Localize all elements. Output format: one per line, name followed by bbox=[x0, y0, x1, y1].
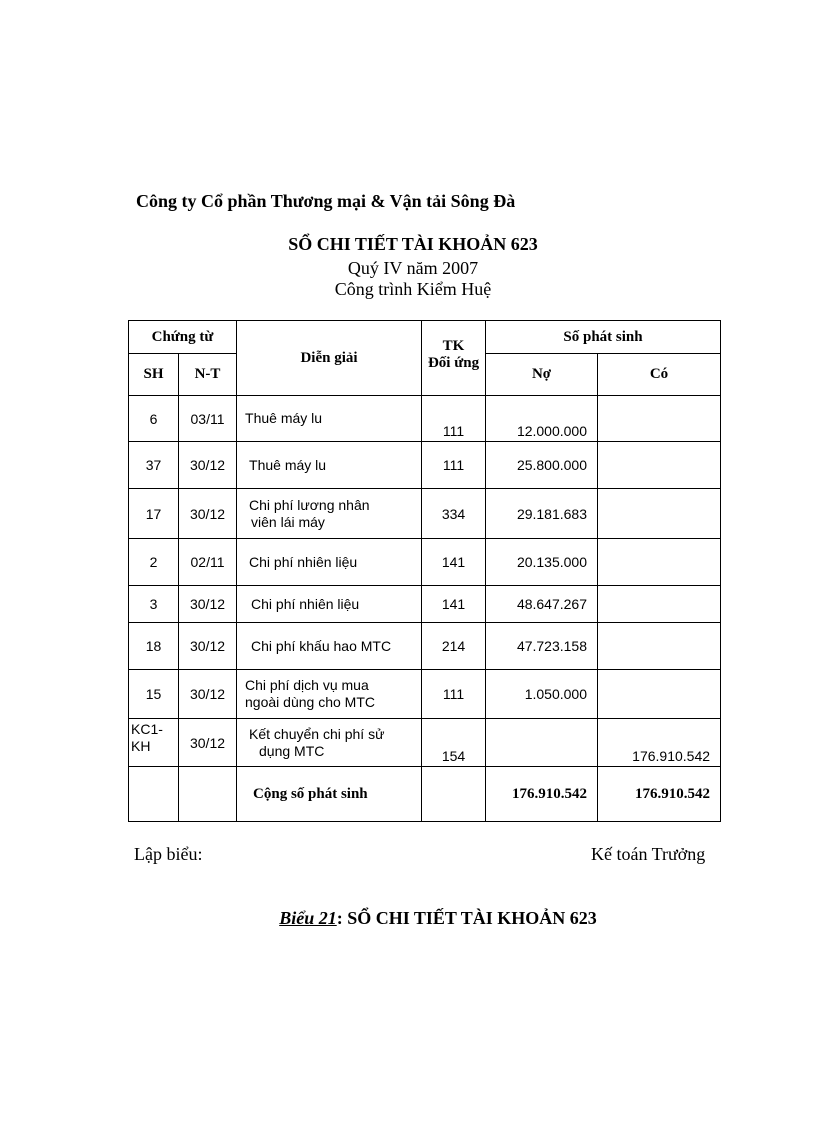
cell-tk: 141 bbox=[422, 586, 486, 623]
cell-sh: 37 bbox=[129, 442, 179, 489]
cell-no: 47.723.158 bbox=[486, 623, 598, 670]
header-tk-line1: TK bbox=[442, 338, 465, 354]
cell-no: 25.800.000 bbox=[486, 442, 598, 489]
cell-desc bbox=[237, 442, 422, 489]
total-row bbox=[129, 767, 721, 822]
cell-desc-line1: Thuê máy lu bbox=[245, 410, 323, 426]
header-co: Có bbox=[598, 354, 721, 396]
cell-nt: 03/11 bbox=[179, 396, 237, 442]
figure-caption bbox=[0, 908, 816, 929]
header-chung-tu: Chứng từ bbox=[129, 321, 237, 354]
cell-no: 29.181.683 bbox=[486, 489, 598, 539]
cell-nt: 30/12 bbox=[179, 489, 237, 539]
table-row bbox=[129, 586, 721, 623]
cell-tk: 111 bbox=[422, 442, 486, 489]
cell-desc-line1: Chi phí khấu hao MTC bbox=[251, 637, 392, 654]
cell-desc bbox=[237, 539, 422, 586]
cell-nt: 30/12 bbox=[179, 586, 237, 623]
cell-co bbox=[598, 396, 721, 442]
total-nt-empty bbox=[179, 767, 237, 822]
header-so-phat-sinh: Số phát sinh bbox=[486, 321, 721, 354]
cell-sh: 6 bbox=[129, 396, 179, 442]
header-dien-giai: Diễn giải bbox=[237, 321, 422, 396]
ledger-project: Công trình Kiểm Huệ bbox=[334, 279, 492, 299]
cell-co bbox=[598, 670, 721, 719]
total-no: 176.910.542 bbox=[486, 767, 598, 822]
cell-sh: 18 bbox=[129, 623, 179, 670]
ledger-period: Quý IV năm 2007 bbox=[347, 258, 479, 278]
cell-desc bbox=[237, 586, 422, 623]
cell-nt: 02/11 bbox=[179, 539, 237, 586]
cell-tk: 111 bbox=[422, 396, 486, 442]
header-sh: SH bbox=[129, 354, 179, 396]
table-row bbox=[129, 623, 721, 670]
cell-desc-line2: ngoài dùng cho MTC bbox=[245, 694, 375, 710]
cell-tk: 141 bbox=[422, 539, 486, 586]
cell-no: 48.647.267 bbox=[486, 586, 598, 623]
table-row bbox=[129, 396, 721, 442]
header-no: Nợ bbox=[486, 354, 598, 396]
cell-sh: KC1-KH bbox=[129, 719, 179, 767]
ledger-table bbox=[128, 320, 721, 822]
cell-tk: 111 bbox=[422, 670, 486, 719]
table-row bbox=[129, 670, 721, 719]
cell-desc-line2: viên lái máy bbox=[251, 513, 325, 530]
cell-co bbox=[598, 586, 721, 623]
cell-nt: 30/12 bbox=[179, 670, 237, 719]
cell-desc-line1: Chi phí nhiên liệu bbox=[251, 595, 360, 612]
table-row bbox=[129, 489, 721, 539]
cell-desc bbox=[237, 489, 422, 539]
cell-co bbox=[598, 442, 721, 489]
ledger-title: SỔ CHI TIẾT TÀI KHOẢN 623 bbox=[288, 234, 538, 254]
header-row-1 bbox=[129, 321, 721, 354]
header-nt: N-T bbox=[179, 354, 237, 396]
table-row bbox=[129, 442, 721, 489]
cell-desc-line1: Thuê máy lu bbox=[249, 456, 327, 473]
cell-sh: 15 bbox=[129, 670, 179, 719]
cell-co bbox=[598, 489, 721, 539]
cell-desc bbox=[237, 719, 422, 767]
cell-desc bbox=[237, 670, 422, 719]
cell-desc-line2: dụng MTC bbox=[259, 742, 325, 759]
caption-label: Biểu 21 bbox=[279, 908, 337, 928]
cell-desc-line1: Chi phí nhiên liệu bbox=[249, 553, 358, 570]
cell-nt: 30/12 bbox=[179, 442, 237, 489]
cell-nt: 30/12 bbox=[179, 623, 237, 670]
table-row bbox=[129, 539, 721, 586]
total-tk-empty bbox=[422, 767, 486, 822]
cell-nt: 30/12 bbox=[179, 719, 237, 767]
cell-tk: 154 bbox=[422, 719, 486, 767]
cell-tk: 334 bbox=[422, 489, 486, 539]
cell-co bbox=[598, 539, 721, 586]
prepared-by-label: Lập biểu: bbox=[134, 844, 203, 864]
chief-accountant-label: Kế toán Trưởng bbox=[591, 844, 706, 864]
cell-no: 20.135.000 bbox=[486, 539, 598, 586]
total-co: 176.910.542 bbox=[598, 767, 721, 822]
caption-text: : SỔ CHI TIẾT TÀI KHOẢN 623 bbox=[336, 908, 597, 928]
cell-desc bbox=[237, 623, 422, 670]
cell-desc-line1: Chi phí lương nhân bbox=[249, 496, 370, 513]
header-tk-doi-ung bbox=[422, 321, 486, 396]
cell-co bbox=[598, 623, 721, 670]
total-label: Cộng số phát sinh bbox=[237, 767, 422, 822]
cell-desc-line1: Chi phí dịch vụ mua bbox=[245, 677, 369, 693]
header-tk-line2: Đối ứng bbox=[427, 355, 480, 371]
cell-sh: 3 bbox=[129, 586, 179, 623]
cell-no bbox=[486, 719, 598, 767]
cell-desc bbox=[237, 396, 422, 442]
company-name: Công ty Cổ phần Thương mại & Vận tải Sông Đà bbox=[136, 191, 516, 211]
total-sh-empty bbox=[129, 767, 179, 822]
cell-no: 12.000.000 bbox=[486, 396, 598, 442]
cell-co: 176.910.542 bbox=[598, 719, 721, 767]
cell-sh: 17 bbox=[129, 489, 179, 539]
cell-desc-line1: Kết chuyển chi phí sử bbox=[249, 725, 385, 742]
cell-tk: 214 bbox=[422, 623, 486, 670]
cell-sh: 2 bbox=[129, 539, 179, 586]
cell-no: 1.050.000 bbox=[486, 670, 598, 719]
table-row bbox=[129, 719, 721, 767]
